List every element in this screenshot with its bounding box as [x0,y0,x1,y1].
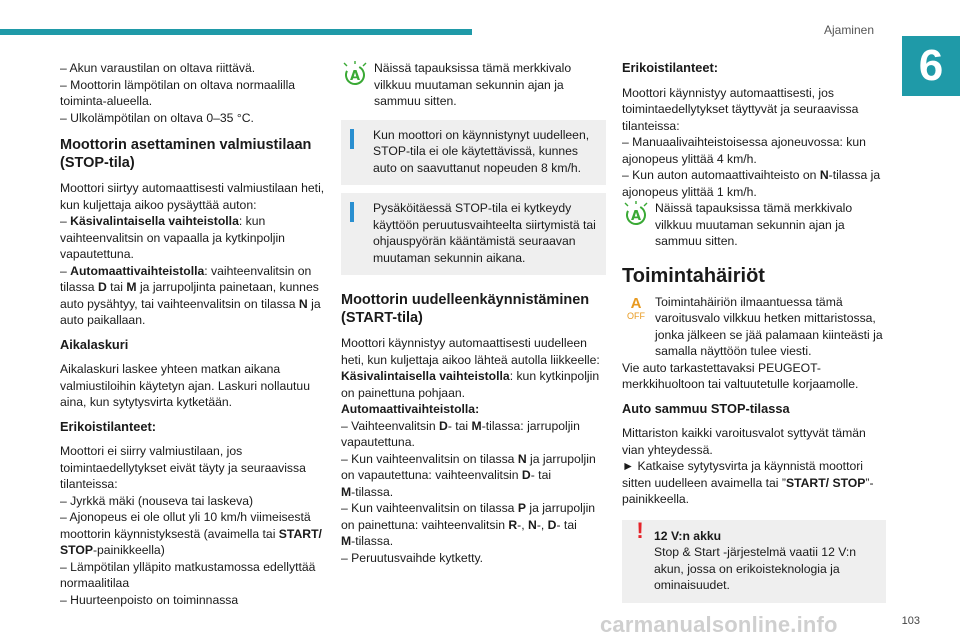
column-3 [622,60,886,611]
list-item: – Kun auton automaattivaihteisto on N-tilassa ja ajonopeus ylittää 1 km/h. [622,168,881,199]
heading-malfunctions: Toimintahäiriöt [622,264,765,287]
list-item: – Moottorin lämpötilan on oltava normaalilla toiminta-alueella. [60,77,296,108]
section-title: Ajaminen [823,23,874,37]
paragraph: Moottori ei siirry valmiustilaan, jos toimintaedellytykset eivät täyty ja seuraavissa tilanteissa: [60,444,306,491]
chapter-number: 6 [902,36,960,96]
svg-text:A: A [349,69,361,84]
info-icon [350,129,354,149]
lamp-note: A Näissä tapauksissa tämä merkkivalo vilkkuu muutaman sekunnin ajan ja sammuu sitten. [341,60,606,110]
list-item: – Kun vaihteenvalitsin on tilassa N ja jarrupoljin on vapautettuna: vaihteenvalitsin D- tai M-tilassa. [341,451,596,499]
heading-start-mode: Moottorin uudelleenkäynnistäminen (START-tila) [341,292,590,326]
list-item: – Akun varaustilan on oltava riittävä. [60,61,256,75]
heading-special-cases: Erikoistilanteet: [622,60,719,75]
list-item: – Kun vaihteenvalitsin on tilassa P ja jarrupoljin on painettuna: vaihteenvalitsin R-, N-, D- tai M-tilassa. [341,501,596,548]
info-icon [350,202,354,222]
page-number: 103 [901,615,920,627]
heading-time-counter: Aikalaskuri [60,336,129,352]
paragraph: Mittariston kaikki varoitusvalot syttyvät tämän vian yhteydessä. [622,426,866,457]
info-box: Pysäköitäessä STOP-tila ei kytkeydy käyttöön peruutusvaihteelta siirtymistä tai ohjauspyörän kääntämistä seuraavan muutaman sekunnin aikana. [341,193,606,275]
header-accent-bar [0,29,472,35]
paragraph: Vie auto tarkastettavaksi PEUGEOT-merkkihuoltoon tai valtuutetulle korjaamolle. [622,360,859,391]
lamp-note: A Näissä tapauksissa tämä merkkivalo vilkkuu muutaman sekunnin ajan ja sammuu sitten. [622,200,886,250]
paragraph: Aikalaskuri laskee yhteen matkan aikana valmiustiloihin käytetyn ajan. Laskuri nollautuu aina, kun sytytysvirta kytketään. [60,362,310,409]
svg-text:A: A [630,209,642,224]
stop-start-off-lamp-icon: A OFF [627,294,645,321]
stop-start-lamp-icon [622,200,650,228]
info-box: Kun moottori on käynnistynyt uudelleen, STOP-tila ei ole käytettävissä, kunnes auto on saavuttanut nopeuden 8 km/h. [341,120,606,186]
column-1 [60,60,325,608]
watermark: carmanualsonline.info [600,612,838,637]
paragraph: Käsivalintaisella vaihteistolla: kun kytkinpoljin on painettuna pohjaan. [341,369,600,400]
list-item: – Lämpötilan ylläpito matkustamossa edellyttää normaalitilaa [60,559,316,590]
action-step: ► Katkaise sytytysvirta ja käynnistä moottori sitten uudelleen avaimella tai ”START/ STOP”-painikkeella. [622,459,874,506]
list-item: – Automaattivaihteistolla: vaihteenvalitsin on tilassa D tai M ja jarrupoljinta painetaan, kunnes auto pysähtyy, tai vaihteenvalitsin on tilassa N ja auto paikallaan. [60,263,321,327]
paragraph: Moottori käynnistyy automaattisesti uudelleen heti, kun kuljettaja aikoo lähteä autolla liikkeelle: [341,336,600,367]
warning-icon: ! [636,517,644,543]
stop-start-lamp-icon [341,60,369,88]
fault-note: A OFF Toimintahäiriön ilmaantuessa tämä varoitusvalo vilkkuu hetken mittaristossa, jonka jälkeen se jää palamaan kiinteästi ja samalla näyttöön tulee viesti. [622,294,886,360]
column-2 [341,60,606,566]
heading-stop-mode: Moottorin asettaminen valmiustilaan (STOP-tila) [60,137,312,171]
heading-stall: Auto sammuu STOP-tilassa [622,400,790,416]
warning-box: ! 12 V:n akku Stop & Start -järjestelmä vaatii 12 V:n akun, jossa on erikoisteknologia ja ominaisuudet. [622,520,886,603]
list-item: – Huurteenpoisto on toiminnassa [60,592,239,607]
heading-special-cases: Erikoistilanteet: [60,418,157,434]
list-item: – Vaihteenvalitsin D- tai M-tilassa: jarrupoljin vapautettuna. [341,418,580,449]
list-item: – Käsivalintaisella vaihteistolla: kun vaihteenvalitsin on vapaalla ja kytkinpoljin vapautettuna. [60,214,285,261]
list-item: – Jyrkkä mäki (nouseva tai laskeva) [60,493,254,508]
subheading: Automaattivaihteistolla: [341,402,480,416]
list-item: – Ajonopeus ei ole ollut yli 10 km/h viimeisestä moottorin käynnistyksestä (avaimella tai START/ STOP-painikkeella) [60,510,322,557]
list-item: – Ulkolämpötilan on oltava 0–35 °C. [60,110,254,125]
paragraph: Moottori käynnistyy automaattisesti, jos toimintaedellytykset täyttyvät ja seuraavissa tilanteissa: [622,85,859,133]
list-item: – Peruutusvaihde kytketty. [341,550,484,565]
list-item: – Manuaalivaihteistoisessa ajoneuvossa: kun ajonopeus ylittää 4 km/h. [622,135,866,166]
paragraph: Moottori siirtyy automaattisesti valmiustilaan heti, kun kuljettaja aikoo pysäyttää auton: [60,181,325,212]
